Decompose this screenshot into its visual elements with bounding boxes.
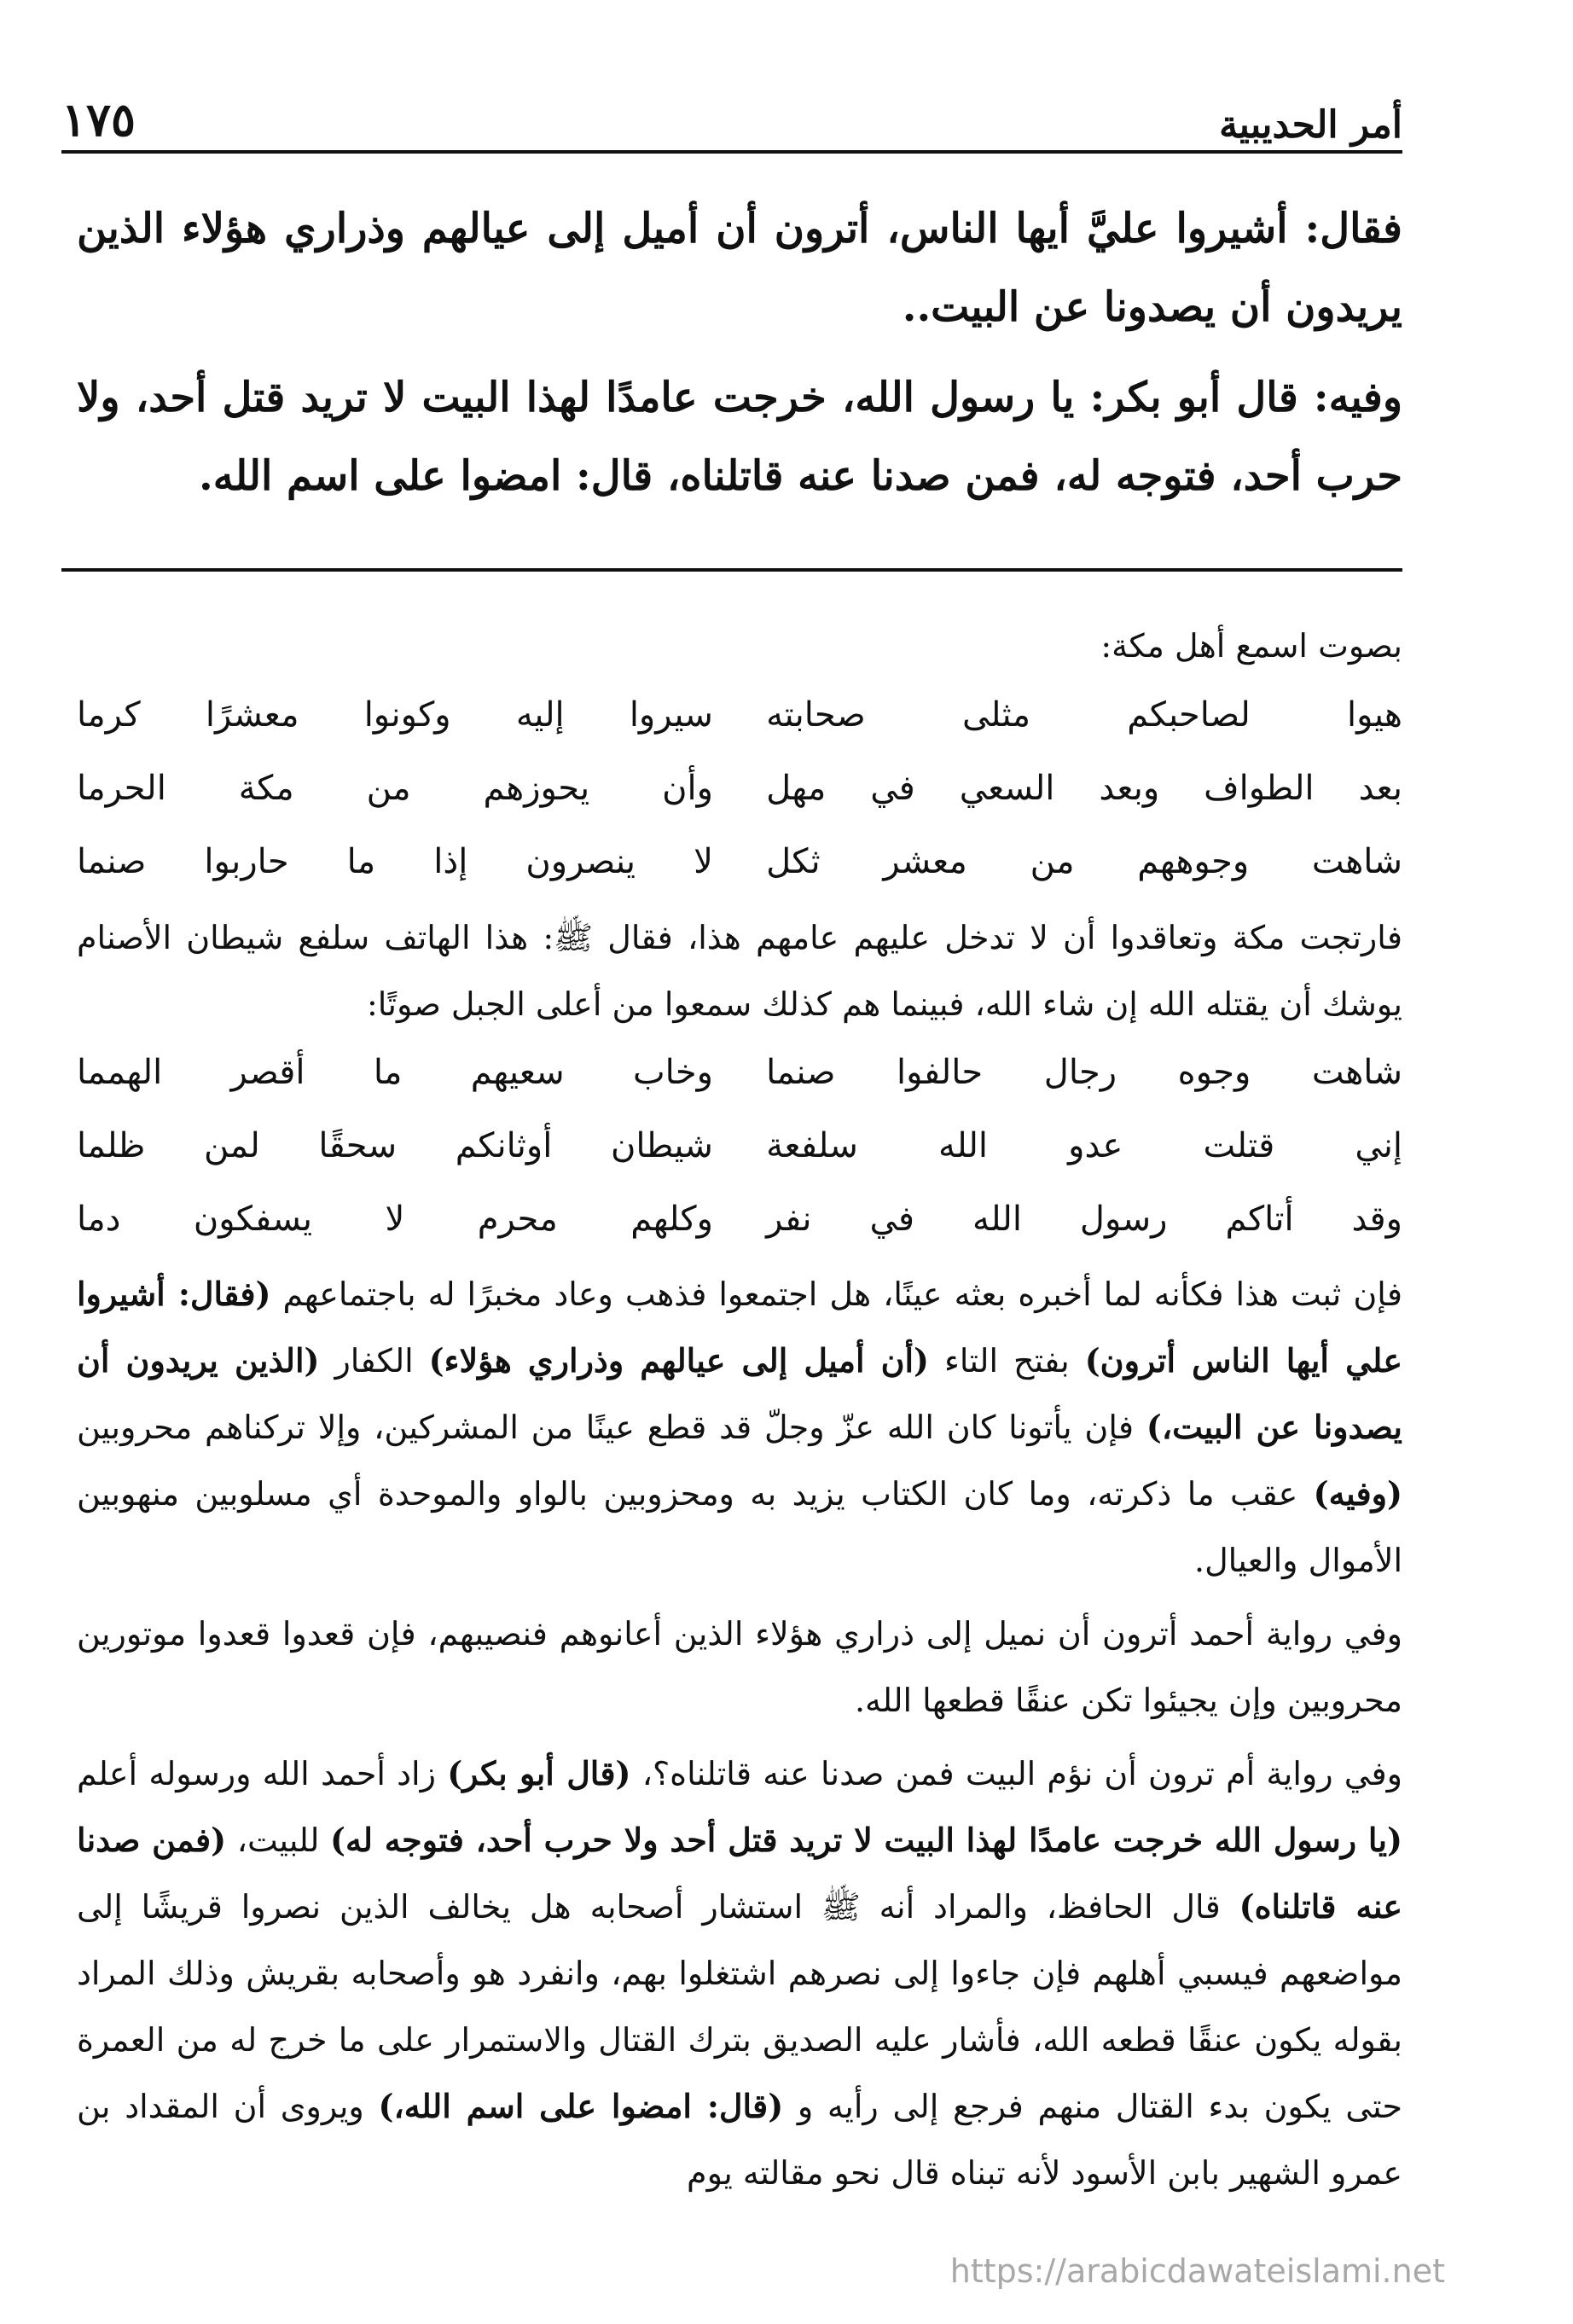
hemistich-right: شاهت وجوه رجال حالفوا صنما xyxy=(766,1053,1402,1092)
hemistich-right: إني قتلت عدو الله سلفعة xyxy=(766,1126,1402,1165)
chapter-title: أمر الحديبية xyxy=(1219,103,1402,147)
hemistich-right: بعد الطواف وبعد السعي في مهل xyxy=(766,769,1402,808)
page-header xyxy=(61,78,1402,147)
poem-1 xyxy=(77,678,1402,898)
page-number: ١٧٥ xyxy=(61,92,136,147)
intro-line: بصوت اسمع أهل مكة: xyxy=(1100,627,1402,665)
hemistich-left: لا ينصرون إذا ما حاربوا صنما xyxy=(77,842,713,881)
main-paragraph-2: وفيه: قال أبو بكر: يا رسول الله، خرجت عامدًا لهذا البيت لا تريد قتل أحد، ولا حرب أحد، فتوجه له، فمن صدنا عنه قاتلناه، قال: امضوا على اسم الله. xyxy=(77,374,1402,500)
quoted-text: (وفيه) xyxy=(1313,1474,1402,1513)
hemistich-right: هيوا لصاحبكم مثلى صحابته xyxy=(766,695,1402,735)
header-rule xyxy=(61,150,1402,154)
commentary xyxy=(77,1261,1402,2206)
verse xyxy=(77,1036,1402,1109)
middle-paragraph xyxy=(77,904,1402,1037)
hemistich-right: شاهت وجوههم من معشر ثكل xyxy=(766,842,1402,881)
quoted-text: (فمن صدنا عنه قاتلناه) xyxy=(77,1821,1402,1926)
poem-2 xyxy=(77,1036,1402,1256)
quoted-text: (يا رسول الله خرجت عامدًا لهذا البيت لا تريد قتل أحد ولا حرب أحد، فتوجه له) xyxy=(330,1821,1403,1859)
hemistich-left: شيطان أوثانكم سحقًا لمن ظلما xyxy=(77,1126,713,1165)
quoted-text: (قال: امضوا على اسم الله،) xyxy=(378,2087,784,2125)
hemistich-right: وقد أتاكم رسول الله في نفر xyxy=(766,1200,1402,1239)
commentary-paragraph-2: وفي رواية أحمد أترون أن نميل إلى ذراري هؤلاء الذين أعانوهم فنصيبهم، فإن قعدوا قعدوا موتورين محروبين وإن يجيئوا تكن عنقًا قطعها الله. xyxy=(77,1615,1402,1719)
verse xyxy=(77,825,1402,898)
quoted-text: (قال أبو بكر) xyxy=(447,1754,631,1792)
hemistich-left: وأن يحوزهم من مكة الحرما xyxy=(77,769,713,808)
quoted-text: (فقال: أشيروا علي أيها الناس أترون) xyxy=(77,1275,1402,1380)
verse xyxy=(77,1109,1402,1182)
intro-block xyxy=(77,613,1402,679)
quoted-text: (الذين يريدون أن يصدونا عن البيت،) xyxy=(77,1341,1402,1446)
commentary-paragraph-1: فإن ثبت هذا فكأنه لما أخبره بعثه عينًا، هل اجتمعوا فذهب وعاد مخبرًا له باجتماعهم (فقال: أشيروا علي أيها الناس أترون) بفتح التاء (أن أميل إلى عيالهم وذراري هؤلاء) الكفار (الذين يريدون أن يصدونا عن البيت،) فإن يأتونا كان الله عزّ وجلّ قد قطع عينًا من المشركين، وإلا تركناهم محروبين (وفيه) عقب ما ذكرته، وما كان الكتاب يزيد به ومحزوبين بالواو والموحدة أي مسلوبين منهوبين الأموال والعيال. xyxy=(77,1275,1402,1579)
watermark: https://arabicdawateislami.net xyxy=(949,2252,1445,2290)
hemistich-left: وخاب سعيهم ما أقصر الهمما xyxy=(77,1053,713,1092)
verse xyxy=(77,752,1402,825)
hemistich-left: وكلهم محرم لا يسفكون دما xyxy=(77,1200,713,1239)
section-divider xyxy=(61,568,1402,572)
main-paragraph-1: فقال: أشيروا عليَّ أيها الناس، أترون أن أميل إلى عيالهم وذراري هؤلاء الذين يريدون أن يصدونا عن البيت.. xyxy=(77,205,1402,331)
quoted-text: (أن أميل إلى عيالهم وذراري هؤلاء) xyxy=(428,1341,930,1380)
main-text xyxy=(77,189,1402,515)
commentary-paragraph-3: وفي رواية أم ترون أن نؤم البيت فمن صدنا عنه قاتلناه؟، (قال أبو بكر) زاد أحمد الله ورسوله أعلم (يا رسول الله خرجت عامدًا لهذا البيت لا تريد قتل أحد ولا حرب أحد، فتوجه له) للبيت، (فمن صدنا عنه قاتلناه) قال الحافظ، والمراد أنه ﷺ استشار أصحابه هل يخالف الذين نصروا قريشًا إلى مواضعهم فيسبي أهلهم فإن جاءوا إلى نصرهم اشتغلوا بهم، وانفرد هو وأصحابه بقريش وذلك المراد بقوله يكون عنقًا قطعه الله، فأشار عليه الصديق بترك القتال والاستمرار على ما خرج له من العمرة حتى يكون بدء القتال منهم فرجع إلى رأيه و (قال: امضوا على اسم الله،) ويروى أن المقداد بن عمرو الشهير بابن الأسود لأنه تبناه قال نحو مقالته يوم xyxy=(77,1754,1403,2192)
verse xyxy=(77,1182,1402,1256)
hemistich-left: سيروا إليه وكونوا معشرًا كرما xyxy=(77,695,713,735)
paragraph-text: فارتجت مكة وتعاقدوا أن لا تدخل عليهم عامهم هذا، فقال ﷺ: هذا الهاتف سلفع شيطان الأصنام يوشك أن يقتله الله إن شاء الله، فبينما هم كذلك سمعوا من أعلى الجبل صوتًا: xyxy=(77,919,1402,1023)
verse xyxy=(77,678,1402,752)
